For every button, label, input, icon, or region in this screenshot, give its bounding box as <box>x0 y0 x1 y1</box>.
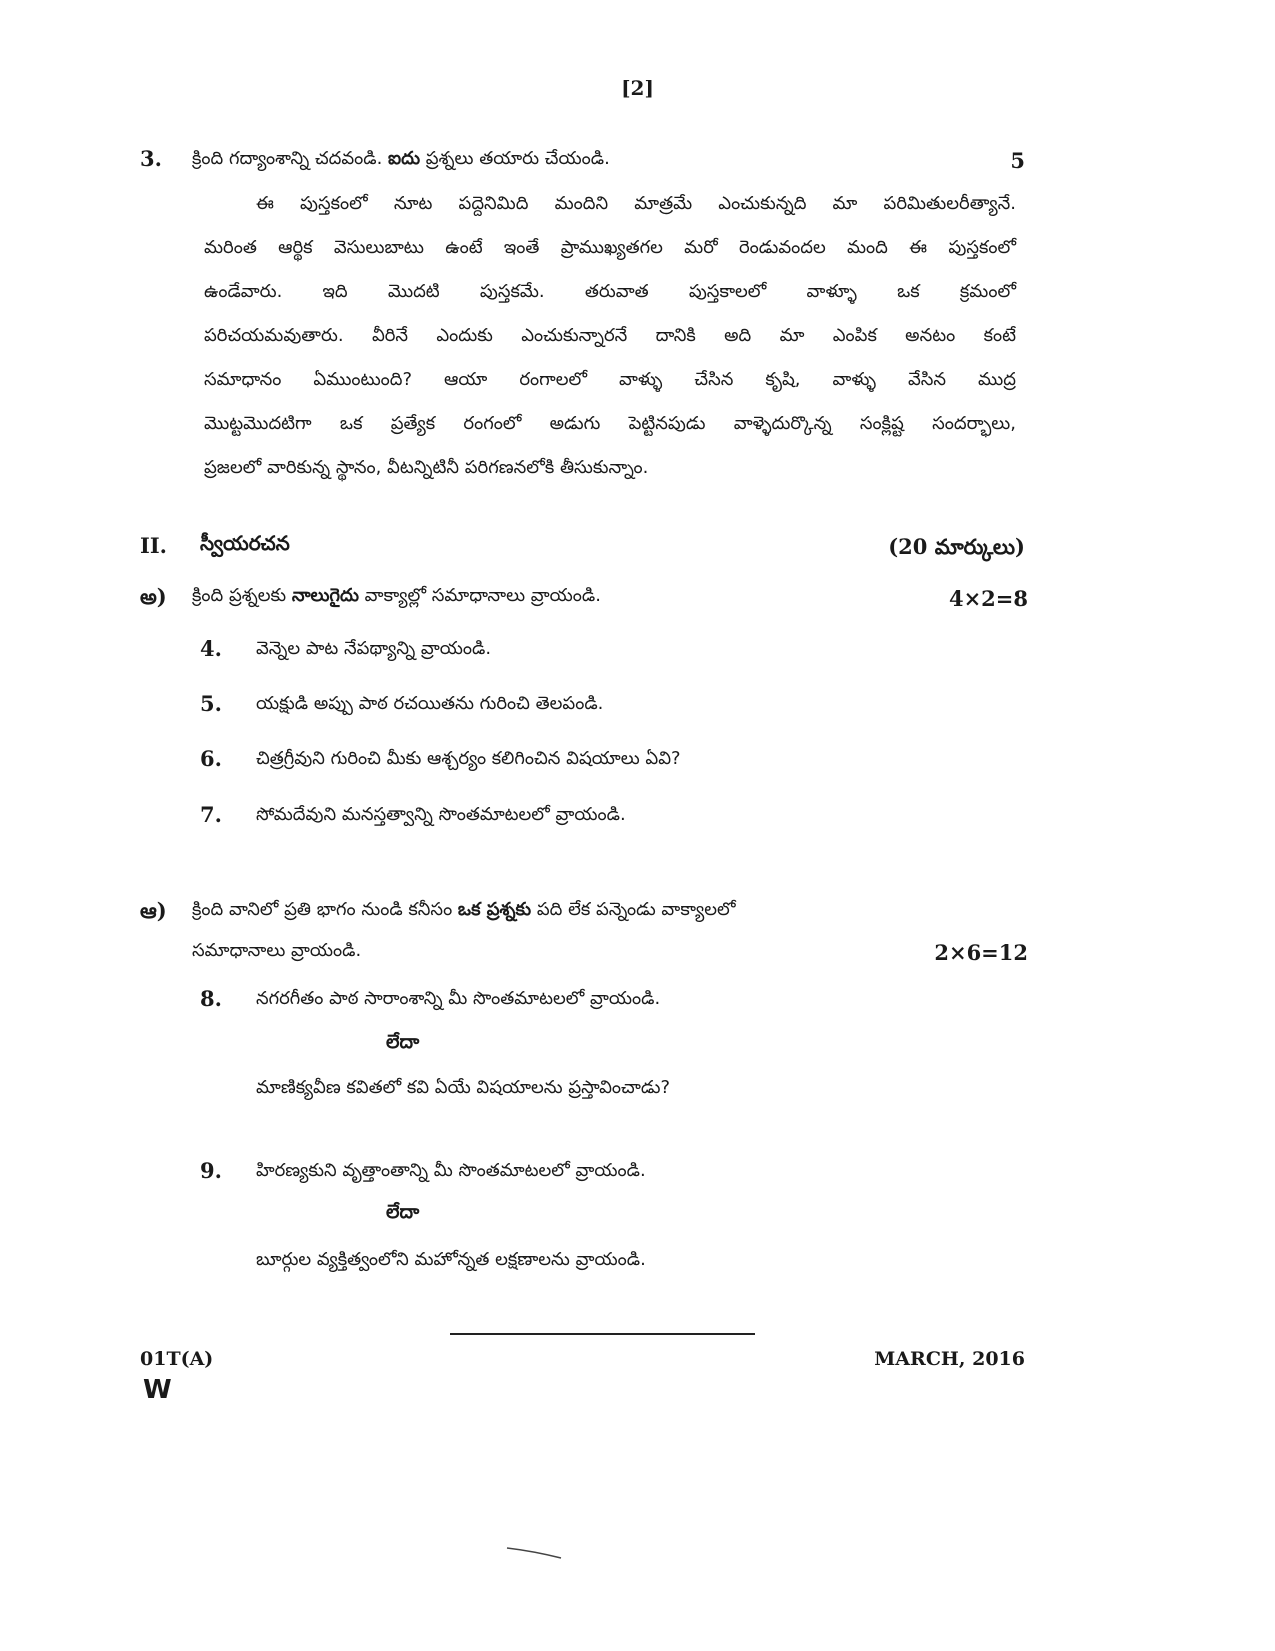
instruction-text: వాక్యాల్లో సమాధానాలు వ్రాయండి. <box>358 585 601 606</box>
question-7-number: 7. <box>200 802 222 827</box>
question-9-or: లేదా <box>386 1201 420 1223</box>
paper-code: 01T(A) <box>140 1348 214 1370</box>
end-divider <box>450 1333 755 1335</box>
passage-line: మొట్టమొదటిగా ఒక ప్రత్యేక రంగంలో అడుగు పెట్టినపుడు వాళ్ళెదుర్కొన్న సంక్లిష్ట సందర్భాలు, <box>204 413 1016 434</box>
section-2-marks: (20 మార్కులు) <box>888 534 1025 559</box>
question-3-marks: 5 <box>1010 148 1025 173</box>
passage-line: ఉండేవారు. ఇది మొదటి పుస్తకమే. తరువాత పుస్తకాలలో వాళ్ళూ ఒక క్రమంలో <box>204 281 1016 302</box>
question-6-number: 6. <box>200 746 222 771</box>
part-a-label: అ) <box>140 584 167 609</box>
passage-line: ఈ పుస్తకంలో నూట పద్దెనిమిది మందిని మాత్రమే ఎంచుకున్నది మా పరిమితులరీత్యానే. <box>256 193 1016 214</box>
instruction-text: క్రింది గద్యాంశాన్ని చదవండి. <box>192 148 389 169</box>
passage-line: మరింత ఆర్థిక వెసులుబాటు ఉంటే ఇంతే ప్రాముఖ్యతగల మరో రెండువందల మంది ఈ పుస్తకంలో <box>204 237 1016 258</box>
instruction-emphasis: ఒక ప్రశ్నకు <box>457 899 532 920</box>
passage-line: సమాధానం ఏముంటుంది? ఆయా రంగాలలో వాళ్ళు చేసిన కృషి, వాళ్ళు వేసిన ముద్ర <box>204 369 1016 390</box>
part-aa-marks: 2×6=12 <box>934 940 1028 965</box>
passage-line: ప్రజలలో వారికున్న స్థానం, వీటన్నిటినీ పరిగణనలోకి తీసుకున్నాం. <box>204 457 649 478</box>
pen-stroke-mark <box>505 1545 565 1561</box>
question-9-alternative: బూర్గుల వ్యక్తిత్వంలోని మహోన్నత లక్షణాలను వ్రాయండి. <box>256 1249 646 1270</box>
instruction-emphasis: నాలుగైదు <box>291 585 359 606</box>
part-a-marks: 4×2=8 <box>948 586 1028 611</box>
section-2-title: స్వీయరచన <box>200 531 290 555</box>
instruction-text: క్రింది ప్రశ్నలకు <box>192 585 292 606</box>
question-6-text: చిత్రగ్రీవుని గురించి మీకు ఆశ్చర్యం కలిగించిన విషయాలు ఏవి? <box>256 748 681 769</box>
question-3-instruction <box>192 148 610 173</box>
series-mark: W <box>143 1375 172 1405</box>
part-aa-instruction <box>192 899 736 924</box>
question-8-text: నగరగీతం పాఠ సారాంశాన్ని మీ సొంతమాటలలో వ్రాయండి. <box>256 988 661 1009</box>
question-5-number: 5. <box>200 691 222 716</box>
question-4-number: 4. <box>200 636 222 661</box>
instruction-emphasis: ఐదు <box>388 148 421 169</box>
question-8-alternative: మాణిక్యవీణ కవితలో కవి ఏయే విషయాలను ప్రస్తావించాడు? <box>256 1077 671 1098</box>
question-4-text: వెన్నెల పాట నేపథ్యాన్ని వ్రాయండి. <box>256 638 492 659</box>
page-number: [2] <box>621 76 654 100</box>
question-8-number: 8. <box>200 986 222 1011</box>
question-5-text: యక్షుడి అప్పు పాఠ రచయితను గురించి తెలపండి. <box>256 693 604 714</box>
part-aa-label: ఆ) <box>140 898 167 923</box>
question-9-text: హిరణ్యకుని వృత్తాంతాన్ని మీ సొంతమాటలలో వ్రాయండి. <box>256 1160 646 1181</box>
question-8-or: లేదా <box>386 1031 420 1053</box>
instruction-text: ప్రశ్నలు తయారు చేయండి. <box>420 148 610 169</box>
question-7-text: సోమదేవుని మనస్తత్వాన్ని సొంతమాటలలో వ్రాయండి. <box>256 804 626 825</box>
passage-line: పరిచయమవుతారు. వీరినే ఎందుకు ఎంచుకున్నారనే దానికి అది మా ఎంపిక అనటం కంటే <box>204 325 1016 346</box>
part-a-instruction <box>192 585 601 610</box>
exam-date: MARCH, 2016 <box>874 1348 1025 1370</box>
part-aa-instruction-line-2: సమాధానాలు వ్రాయండి. <box>192 940 362 961</box>
question-9-number: 9. <box>200 1158 222 1183</box>
instruction-text: పది లేక పన్నెండు వాక్యాలలో <box>531 899 736 920</box>
section-2-number: II. <box>140 533 167 558</box>
instruction-text: క్రింది వానిలో ప్రతి భాగం నుండి కనీసం <box>192 899 458 920</box>
question-3-number: 3. <box>140 146 162 171</box>
